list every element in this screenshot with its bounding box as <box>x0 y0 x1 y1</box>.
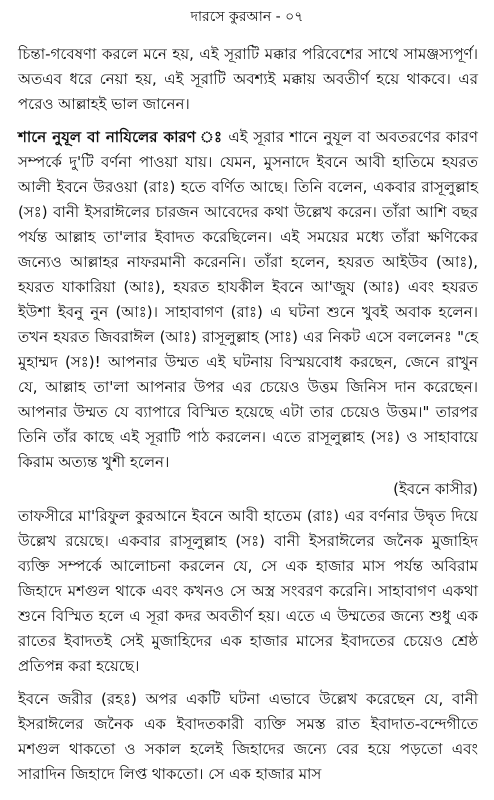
paragraph-shane-nuzul <box>18 125 478 475</box>
section-heading-shane-nuzul: শানে নুযূল বা নাযিলের কারণ ঃ <box>18 128 223 146</box>
paragraph-shane-nuzul-body: এই সূরার শানে নুযূল বা অবতরণের কারণ সম্পর্কে দু'টি বর্ণনা পাওয়া যায়। যেমন, মুসনাদে ইবনে আবী হাতিমে হযরত আলী ইবনে উরওয়া (রাঃ) হতে বর্ণিত আছে। তিনি বলেন, একবার রাসূলুল্লাহ (সঃ) বানী ইসরাঈলের চারজন আবেদের কথা উল্লেখ করেন। তাঁরা আশি বছর পর্যন্ত আল্লাহ তা'লার ইবাদত করেছিলেন। এই সময়ের মধ্যে তাঁরা ক্ষণিকের জন্যেও আল্লাহর নাফরমানী করেননি। তাঁরা হলেন, হযরত আইউব (আঃ), হযরত যাকারিয়া (আঃ), হযরত হাযকীল ইবনে আ'জুয (আঃ) এবং হযরত ইউশা ইবনু নুন (আঃ)। সাহাবাগণ (রাঃ) এ ঘটনা শুনে খুবই অবাক হলেন। তখন হযরত জিবরাঈল (আঃ) রাসূলুল্লাহ (সাঃ) এর নিকট এসে বললেনঃ "হে মুহাম্মদ (সঃ)! আপনার উম্মত এই ঘটনায় বিস্ময়বোধ করছেন, জেনে রাখুন যে, আল্লাহ তা'লা আপনার উপর এর চেয়েও উত্তম জিনিস দান করেছেন। আপনার উম্মত যে ব্যাপারে বিস্মিত হয়েছে এটা তার চেয়েও উত্তম।" তারপর তিনি তাঁর কাছে এই সূরাটি পাঠ করলেন। এতে রাসূলুল্লাহ (সঃ) ও সাহাবায়ে কিরাম অত্যন্ত খুশী হলেন। <box>18 128 478 471</box>
page-header-title: দারসে কুরআন - ০৭ <box>190 9 304 25</box>
paragraph-maariful-quran: তাফসীরে মা'রিফুল কুরআনে ইবনে আবী হাতেম (রাঃ) এর বর্ণনার উদ্বৃত দিয়ে উল্লেখ রয়েছে। একবার রাসূলুল্লাহ (সঃ) বানী ইসরাঈলের জনৈক মুজাহিদ ব্যক্তি সম্পর্কে আলোচনা করলেন যে, সে এক হাজার মাস পর্যন্ত অবিরাম জিহাদে মশগুল থাকে এবং কখনও সে অস্ত্র সংবরণ করেনি। সাহাবাগণ একথা শুনে বিস্মিত হলে এ সূরা কদর অবতীর্ণ হয়। এতে এ উম্মতের জন্যে শুধু এক রাতের ইবাদতই সেই মুজাহিদের এক হাজার মাসের ইবাদতের চেয়েও শ্রেষ্ঠ প্রতিপন্ন করা হয়েছে। <box>18 507 478 675</box>
page-header <box>0 0 494 30</box>
paragraph-intro: চিন্তা-গবেষণা করলে মনে হয়, এই সূরাটি মক্কার পরিবেশের সাথে সামঞ্জস্যপূর্ণ। অতএব ধরে নেয়া হয়, এই সূরাটি অবশ্যই মক্কায় অবতীর্ণ হয়ে থাকবে। এর পরেও আল্লাহই ভাল জানেন। <box>18 45 478 113</box>
document-body <box>0 30 494 787</box>
source-citation: (ইবনে কাসীর) <box>393 480 478 498</box>
paragraph-ibn-jarir: ইবনে জরীর (রহঃ) অপর একটি ঘটনা এভাবে উল্লেখ করেছেন যে, বানী ইসরাঈলের জনৈক এক ইবাদতকারী ব্যক্তি সমস্ত রাত ইবাদাত-বন্দেগীতে মশগুল থাকতো ও সকাল হলেই জিহাদের জন্যে বের হয়ে পড়তো এবং সারাদিন জিহাদে লিপ্ত থাকতো। সে এক হাজার মাস <box>18 690 478 783</box>
